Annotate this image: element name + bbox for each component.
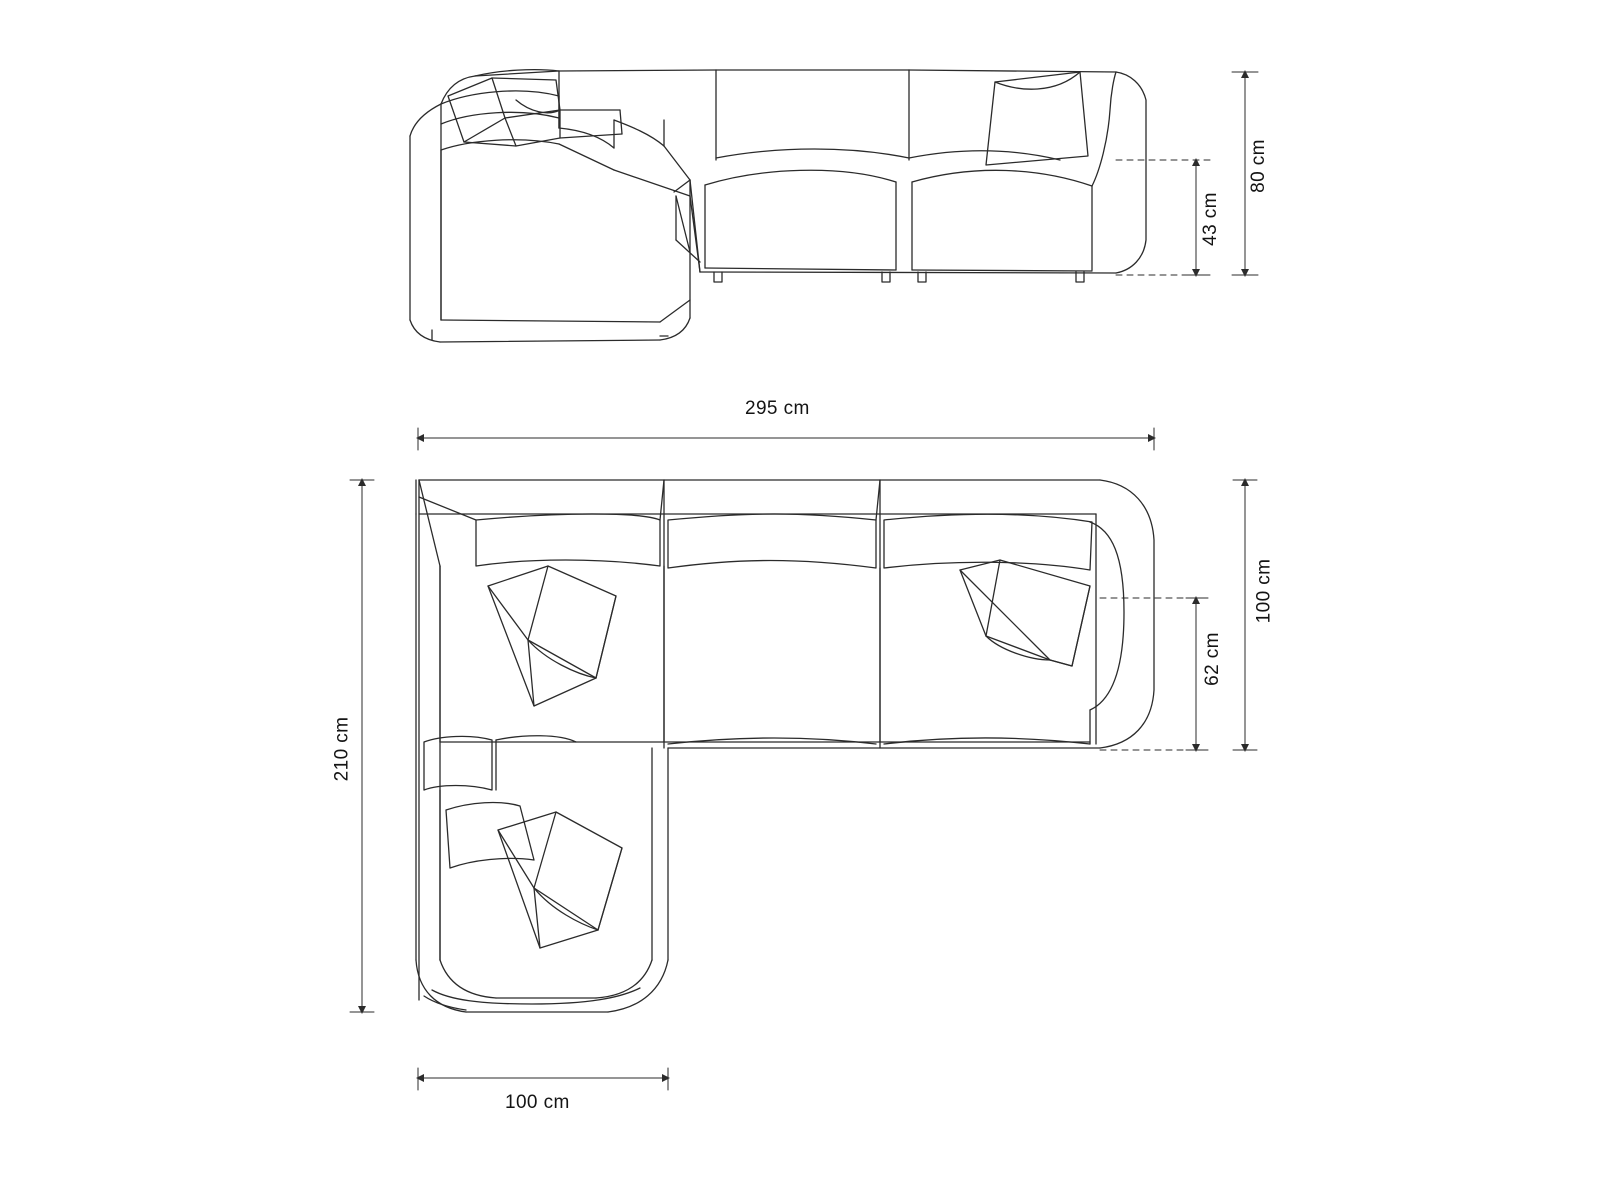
dimension-label-total-depth: 210 cm	[331, 716, 353, 782]
dimension-label-seat-depth: 62 cm	[1201, 632, 1223, 686]
dimension-label-chaise-width: 100 cm	[505, 1092, 570, 1113]
dimension-label-module-depth: 100 cm	[1253, 558, 1275, 624]
top-plan-dimension-lines	[350, 428, 1257, 1090]
dimension-label-total-width: 295 cm	[745, 398, 810, 419]
front-elevation-sofa	[410, 70, 1146, 342]
front-elevation-dimension-lines	[1116, 70, 1260, 277]
dimension-label-total-height: 80 cm	[1247, 139, 1269, 193]
dimension-label-seat-height: 43 cm	[1199, 192, 1221, 246]
top-plan-sofa	[416, 480, 1154, 1012]
